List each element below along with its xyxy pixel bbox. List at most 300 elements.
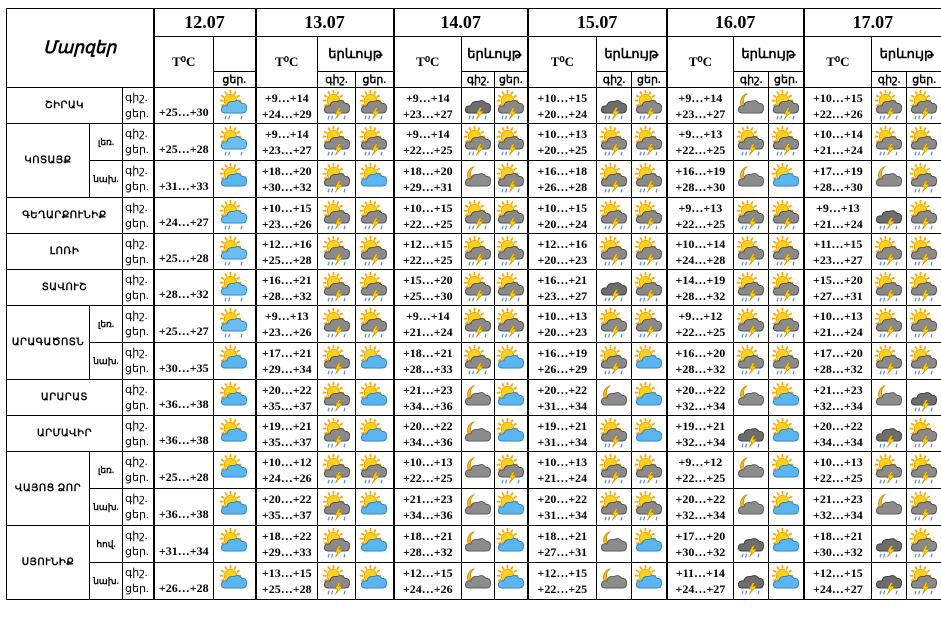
- temp-range: [154, 563, 214, 600]
- temp-night: +15…+20: [402, 272, 453, 287]
- subregion-label: հով.: [96, 538, 116, 549]
- temp-range: [528, 306, 597, 343]
- thunderstorm-icon: [632, 161, 667, 198]
- thunderstorm-icon: [872, 124, 907, 161]
- thunderstorm-icon: [769, 306, 804, 343]
- region-label: ԳԵՂԱՐՔՈՒՆԻՔ: [22, 210, 107, 221]
- temp-range: [256, 88, 318, 124]
- temp-day: +22…+25: [402, 471, 453, 485]
- table-row: [7, 198, 941, 234]
- temp-night: +11…+14: [675, 566, 725, 580]
- thunderstorm-icon: [462, 124, 495, 161]
- thunderstorm-icon: [356, 234, 394, 270]
- thunderstorm-icon: [356, 124, 394, 161]
- temp-range: [256, 452, 318, 489]
- temp-night: +13…+15: [261, 566, 312, 580]
- temp-range: [154, 198, 214, 234]
- sun-cloud-icon: [769, 489, 804, 526]
- temp-range: [394, 270, 462, 306]
- moon-cloud-icon: [872, 489, 907, 526]
- temp-range: [804, 88, 872, 124]
- temp-range: [394, 563, 462, 600]
- temp-night: +11…+15: [813, 236, 863, 251]
- thunderstorm-icon: [318, 416, 356, 452]
- temp-night: +9…+14: [405, 309, 450, 323]
- thunderstorm-icon: [907, 343, 941, 380]
- moon-cloud-icon: [597, 563, 632, 600]
- temp-night: +16…+19: [675, 164, 726, 178]
- thunderstorm-icon: [597, 124, 632, 161]
- subregion-label: լեռ.: [97, 136, 115, 147]
- temp-night: +9…+13: [678, 200, 723, 215]
- thunderstorm-icon: [495, 198, 528, 234]
- temp-day: +34…+36: [402, 434, 453, 449]
- subregion-label: նախ.: [93, 355, 119, 366]
- table-row: [7, 161, 941, 198]
- temp-header-label: T⁰C: [550, 54, 574, 69]
- temp-range: [804, 270, 872, 306]
- time-of-day: [123, 198, 154, 234]
- temp-day: +23…+26: [261, 325, 312, 339]
- thunderstorm-icon: [597, 234, 632, 270]
- night-label: գիշ.: [125, 456, 148, 468]
- temp-night: +10…+13: [537, 455, 588, 469]
- thunderstorm-icon: [597, 198, 632, 234]
- day-label: ցեր.: [125, 583, 149, 595]
- temp-day: +32…+34: [813, 508, 863, 522]
- subregion-label: նախ.: [93, 173, 119, 184]
- temp-header: [394, 37, 462, 88]
- phen-header: [318, 37, 394, 72]
- thunderstorm-icon: [907, 306, 941, 343]
- temp-day: +23…+26: [261, 216, 312, 231]
- sun-cloud-icon: [769, 161, 804, 198]
- thunderstorm-icon: [769, 234, 804, 270]
- temp-day: +25…+28: [158, 251, 209, 265]
- table-row: [7, 234, 941, 270]
- table-row: [7, 343, 941, 380]
- moon-cloud-icon: [462, 416, 495, 452]
- temp-header-label: T⁰C: [275, 54, 299, 69]
- thunderstorm-icon: [907, 88, 941, 124]
- temp-day: +29…+33: [261, 545, 312, 559]
- temp-day: +31…+34: [537, 434, 588, 449]
- temp-day: +24…+27: [675, 582, 726, 596]
- temp-night: +12…+15: [813, 566, 863, 580]
- temp-day: +21…+24: [402, 325, 453, 339]
- temp-night: +18…+20: [261, 164, 312, 178]
- thunderstorm-icon: [597, 161, 632, 198]
- region-label: ՎԱՅՈՑ ՁՈՐ: [14, 483, 82, 494]
- temp-night: +18…+20: [402, 164, 453, 178]
- sun-rain-icon: [214, 124, 256, 161]
- thunderstorm-icon: [318, 306, 356, 343]
- regions-header: [7, 9, 154, 88]
- thunderstorm-icon: [495, 124, 528, 161]
- temp-range: [394, 416, 462, 452]
- temp-night: +12…+15: [402, 236, 453, 251]
- subregion-name: [90, 343, 123, 380]
- temp-day: +23…+27: [261, 143, 312, 157]
- sun-cloud-icon: [632, 526, 667, 563]
- temp-day: +23…+27: [402, 106, 453, 121]
- region-name: [7, 234, 123, 270]
- day-subheader: [356, 72, 394, 88]
- thunderstorm-icon: [495, 88, 528, 124]
- thunderstorm-icon: [318, 343, 356, 380]
- temp-range: [667, 161, 734, 198]
- temp-night: +12…+16: [537, 236, 588, 251]
- thunderstorm-icon: [769, 124, 804, 161]
- temp-range: [528, 380, 597, 416]
- temp-day: +21…+24: [813, 325, 863, 339]
- temp-day: +32…+34: [675, 434, 726, 449]
- thunderstorm-icon: [632, 234, 667, 270]
- region-label: ԿՈՏԱՅՔ: [24, 155, 72, 166]
- temp-day: +25…+30: [158, 105, 209, 119]
- sun-rain-icon: [214, 88, 256, 124]
- temp-night: +14…+19: [675, 272, 726, 287]
- temp-night: +20…+22: [537, 492, 588, 506]
- day-label: ցեր.: [125, 253, 149, 266]
- thunderstorm-icon: [318, 452, 356, 489]
- temp-range: [256, 343, 318, 380]
- temp-day: +35…+37: [261, 508, 312, 522]
- temp-range: [804, 234, 872, 270]
- subregion-label: լեռ.: [97, 318, 115, 329]
- thunderstorm-icon: [872, 234, 907, 270]
- date-header: [667, 9, 804, 37]
- phen-header-label: երևույթ: [467, 46, 522, 61]
- moon-cloud-icon: [462, 489, 495, 526]
- temp-range: [804, 124, 872, 161]
- temp-day: +25…+27: [158, 324, 209, 338]
- temp-range: [528, 234, 597, 270]
- sun-cloud-icon: [769, 380, 804, 416]
- region-name: [7, 270, 123, 306]
- thunderstorm-icon: [632, 452, 667, 489]
- day-subheader: [495, 72, 528, 88]
- temp-range: [804, 416, 872, 452]
- subregion-name: [90, 563, 123, 600]
- thunderstorm-icon: [632, 88, 667, 124]
- table-row: [7, 563, 941, 600]
- night-label: գիշ.: [125, 273, 148, 286]
- day-label: ցեր.: [125, 546, 149, 558]
- day-label: ցեր.: [125, 289, 149, 302]
- temp-day: +20…+23: [537, 325, 588, 339]
- temp-night: +20…+22: [402, 418, 453, 433]
- temp-range: [804, 161, 872, 198]
- sun-cloud-icon: [214, 526, 256, 563]
- temp-night: +17…+19: [813, 164, 863, 178]
- temp-range: [154, 343, 214, 380]
- date-header: [528, 9, 667, 37]
- thunderstorm-icon: [907, 270, 941, 306]
- sun-cloud-icon: [632, 416, 667, 452]
- thunderstorm-icon: [734, 124, 769, 161]
- night-label: գիշ.: [125, 383, 148, 396]
- thunderstorm-icon: [318, 270, 356, 306]
- temp-day: +32…+34: [675, 398, 726, 413]
- night-label: գիշ.: [125, 530, 148, 542]
- day-subheader-label: ցեր.: [222, 74, 247, 86]
- night-label: գիշ.: [125, 91, 148, 104]
- temp-day: +28…+32: [813, 362, 863, 376]
- moon-cloud-icon: [597, 526, 632, 563]
- temp-night: +10…+15: [537, 200, 588, 215]
- temp-range: [394, 161, 462, 198]
- date-header: [154, 9, 256, 37]
- temp-range: [667, 380, 734, 416]
- thunderstorm-icon: [872, 306, 907, 343]
- temp-night: +16…+21: [537, 272, 588, 287]
- temp-header: [154, 37, 214, 88]
- time-of-day: [123, 526, 154, 563]
- temp-night: +10…+14: [675, 236, 726, 251]
- region-name: [7, 380, 123, 416]
- thunderstorm-icon: [632, 198, 667, 234]
- region-label: ԱՐՄԱՎԻՐ: [36, 428, 93, 439]
- temp-range: [804, 380, 872, 416]
- time-of-day: [123, 343, 154, 380]
- temp-range: [528, 526, 597, 563]
- temp-night: +10…+13: [537, 127, 588, 141]
- temp-range: [667, 526, 734, 563]
- temp-range: [667, 198, 734, 234]
- temp-day: +20…+23: [537, 252, 588, 267]
- thunderstorm-icon: [597, 416, 632, 452]
- thunderstorm-icon: [769, 88, 804, 124]
- temp-day: +20…+24: [537, 216, 588, 231]
- temp-header: [528, 37, 597, 88]
- temp-range: [394, 380, 462, 416]
- temp-range: [528, 88, 597, 124]
- temp-night: +20…+22: [261, 382, 312, 397]
- temp-range: [394, 526, 462, 563]
- dark-cloud-storm-icon: [734, 526, 769, 563]
- thunderstorm-icon: [769, 343, 804, 380]
- temp-night: +10…+15: [261, 200, 312, 215]
- temp-range: [394, 489, 462, 526]
- temp-night: +20…+22: [813, 418, 863, 433]
- time-of-day: [123, 124, 154, 161]
- thunderstorm-icon: [495, 270, 528, 306]
- temp-night: +10…+15: [402, 200, 453, 215]
- temp-range: [256, 526, 318, 563]
- temp-day: +21…+24: [813, 216, 863, 231]
- temp-day: +31…+33: [158, 179, 209, 193]
- temp-night: +21…+23: [402, 492, 453, 506]
- date-label: 16.07: [714, 12, 756, 32]
- sun-cloud-icon: [356, 343, 394, 380]
- sun-cloud-icon: [356, 526, 394, 563]
- temp-day: +34…+36: [402, 398, 453, 413]
- dark-cloud-storm-icon: [907, 380, 941, 416]
- temp-header-label: T⁰C: [172, 54, 196, 69]
- temp-night: +21…+23: [813, 492, 863, 506]
- day-label: ցեր.: [125, 107, 149, 120]
- date-header: [804, 9, 941, 37]
- temp-night: +19…+21: [261, 418, 312, 433]
- temp-range: [528, 198, 597, 234]
- thunderstorm-icon: [734, 270, 769, 306]
- temp-day: +28…+30: [675, 180, 726, 194]
- temp-range: [667, 343, 734, 380]
- temp-day: +26…+29: [537, 362, 588, 376]
- thunderstorm-icon: [632, 124, 667, 161]
- thunderstorm-icon: [462, 234, 495, 270]
- temp-day: +22…+25: [675, 143, 726, 157]
- temp-day: +32…+34: [813, 398, 863, 413]
- night-subheader: [318, 72, 356, 88]
- region-name: [7, 452, 90, 526]
- night-label: գիշ.: [125, 493, 148, 505]
- temp-range: [528, 343, 597, 380]
- temp-day: +31…+34: [158, 544, 209, 558]
- temp-day: +21…+24: [537, 471, 588, 485]
- region-label: ՏԱՎՈՒՇ: [41, 282, 88, 293]
- night-label: գիշ.: [125, 237, 148, 250]
- temp-day: +26…+28: [158, 581, 209, 595]
- time-of-day: [123, 88, 154, 124]
- temp-range: [528, 416, 597, 452]
- date-label: 15.07: [576, 12, 618, 32]
- thunderstorm-icon: [356, 88, 394, 124]
- night-subheader-label: գիշ.: [739, 74, 763, 86]
- temp-night: +20…+22: [675, 492, 726, 506]
- temp-night: +16…+19: [537, 346, 588, 360]
- sun-cloud-icon: [356, 563, 394, 600]
- temp-night: +18…+21: [402, 529, 453, 543]
- phen-header-label: երևույթ: [741, 46, 796, 61]
- temp-day: +24…+29: [261, 106, 312, 121]
- day-subheader-label: ցեր.: [912, 74, 936, 86]
- temp-range: [804, 489, 872, 526]
- sun-cloud-icon: [214, 452, 256, 489]
- temp-range: [154, 526, 214, 563]
- temp-night: +9…+13: [816, 200, 860, 215]
- dark-cloud-storm-icon: [872, 416, 907, 452]
- temp-day: +22…+26: [813, 106, 863, 121]
- day-subheader-label: ցեր.: [637, 74, 661, 86]
- day-subheader-label: ցեր.: [774, 74, 798, 86]
- temp-day: +30…+32: [261, 180, 312, 194]
- thunderstorm-icon: [597, 306, 632, 343]
- day-label: ցեր.: [125, 363, 149, 375]
- day-label: ցեր.: [125, 181, 149, 193]
- night-subheader-label: գիշ.: [325, 74, 348, 86]
- temp-range: [394, 306, 462, 343]
- thunderstorm-icon: [632, 489, 667, 526]
- temp-day: +25…+28: [261, 252, 312, 267]
- temp-range: [256, 380, 318, 416]
- moon-cloud-icon: [462, 526, 495, 563]
- temp-day: +21…+24: [813, 143, 863, 157]
- temp-day: +20…+25: [537, 143, 588, 157]
- thunderstorm-icon: [495, 306, 528, 343]
- thunderstorm-icon: [872, 343, 907, 380]
- sun-cloud-icon: [495, 563, 528, 600]
- temp-range: [154, 380, 214, 416]
- thunderstorm-icon: [318, 563, 356, 600]
- region-name: [7, 306, 90, 380]
- temp-night: +10…+12: [261, 455, 312, 469]
- temp-night: +18…+21: [402, 346, 453, 360]
- temp-night: +12…+15: [537, 566, 588, 580]
- table-row: [7, 526, 941, 563]
- temp-range: [154, 124, 214, 161]
- temp-range: [256, 234, 318, 270]
- temp-day: +25…+30: [402, 288, 453, 303]
- day-subheader: [632, 72, 667, 88]
- dark-cloud-storm-icon: [734, 416, 769, 452]
- table-row: [7, 306, 941, 343]
- temp-day: +27…+31: [813, 288, 863, 303]
- sun-cloud-icon: [214, 380, 256, 416]
- moon-cloud-icon: [872, 161, 907, 198]
- day-subheader-label: ցեր.: [362, 74, 387, 86]
- temp-day: +36…+38: [158, 507, 209, 521]
- temp-day: +28…+30: [813, 180, 863, 194]
- table-row: [7, 270, 941, 306]
- moon-cloud-icon: [734, 161, 769, 198]
- thunderstorm-icon: [318, 234, 356, 270]
- sun-cloud-icon: [769, 452, 804, 489]
- night-label: գիշ.: [125, 310, 148, 322]
- time-of-day: [123, 161, 154, 198]
- temp-day: +36…+38: [158, 397, 209, 411]
- day-subheader: [214, 72, 256, 88]
- table-row: [7, 452, 941, 489]
- region-label: ՍՅՈՒՆԻՔ: [21, 557, 75, 568]
- day-subheader: [769, 72, 804, 88]
- night-subheader-label: գիշ.: [602, 74, 626, 86]
- day-label: ցեր.: [125, 435, 149, 448]
- temp-range: [154, 161, 214, 198]
- moon-cloud-icon: [734, 452, 769, 489]
- moon-cloud-icon: [734, 489, 769, 526]
- temp-night: +12…+16: [261, 236, 312, 251]
- temp-range: [394, 452, 462, 489]
- thunderstorm-icon: [872, 452, 907, 489]
- temp-night: +19…+21: [537, 418, 588, 433]
- temp-night: +21…+23: [813, 382, 863, 397]
- temp-range: [667, 88, 734, 124]
- date-header: [256, 9, 394, 37]
- temp-range: [667, 270, 734, 306]
- regions-header-label: Մարզեր: [43, 38, 117, 57]
- thunderstorm-icon: [907, 452, 941, 489]
- moon-cloud-icon: [462, 452, 495, 489]
- temp-night: +10…+15: [813, 90, 863, 105]
- table-row: [7, 489, 941, 526]
- dark-cloud-storm-icon: [872, 526, 907, 563]
- temp-range: [528, 563, 597, 600]
- sun-cloud-icon: [214, 161, 256, 198]
- sun-cloud-icon: [632, 380, 667, 416]
- subregion-name: [90, 161, 123, 198]
- temp-day: +28…+32: [675, 362, 726, 376]
- forecast-table: [6, 8, 941, 600]
- thunderstorm-icon: [907, 124, 941, 161]
- date-label: 17.07: [852, 12, 894, 32]
- temp-range: [667, 563, 734, 600]
- phen-header-label: երևույթ: [604, 46, 659, 61]
- temp-night: +20…+22: [675, 382, 726, 397]
- temp-day: +31…+34: [537, 508, 588, 522]
- temp-night: +9…+13: [678, 127, 723, 141]
